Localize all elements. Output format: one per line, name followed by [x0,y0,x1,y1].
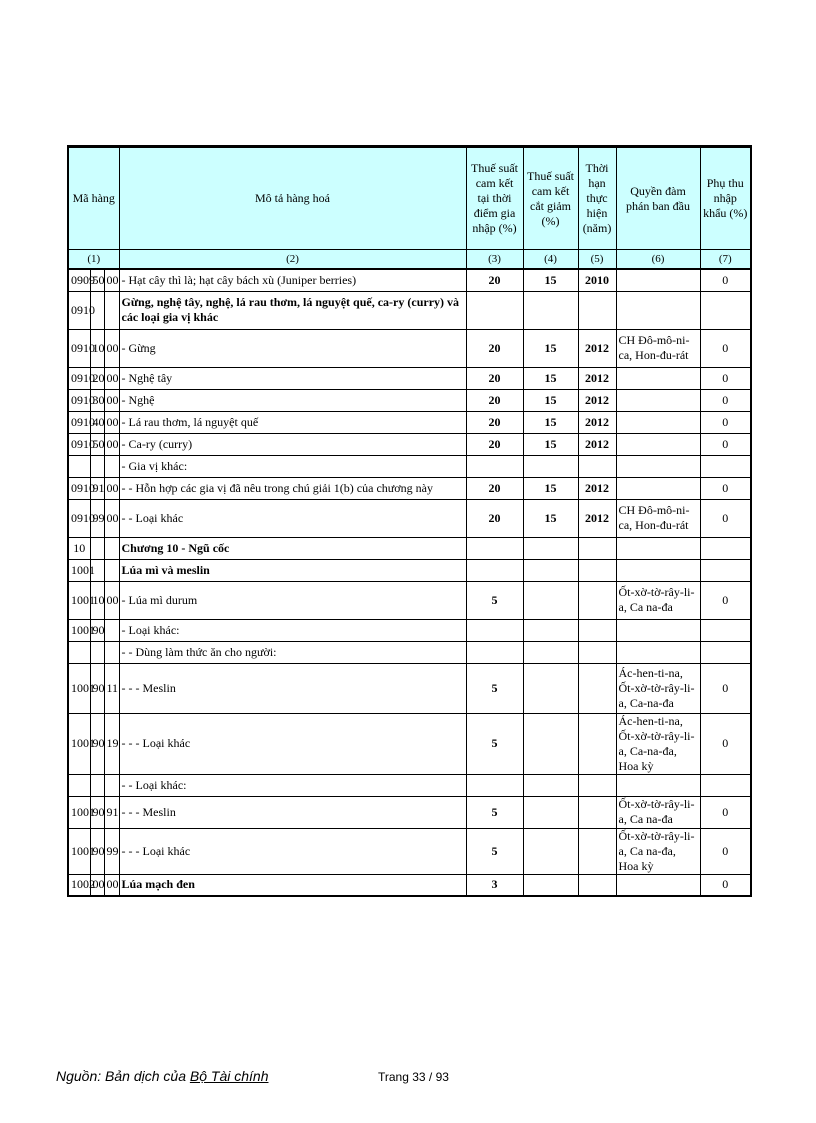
code-part2: 00 [90,874,104,896]
code-part2: 50 [90,433,104,455]
surcharge-cell: 0 [700,477,751,499]
cut-rate-cell [523,828,578,874]
code-part1: 0910 [68,499,90,537]
surcharge-cell: 0 [700,828,751,874]
cut-rate-cell [523,559,578,581]
term-year-cell [578,581,616,619]
code-part3 [104,291,119,329]
code-part2: 50 [90,269,104,291]
rate-cell [466,774,523,796]
code-part1: 0910 [68,433,90,455]
negotiating-rights-cell [616,455,700,477]
negotiating-rights-cell: Ác-hen-ti-na, Ốt-xờ-tờ-rây-li-a, Ca-na-đa [616,663,700,713]
code-part2: 20 [90,367,104,389]
cut-rate-cell [523,663,578,713]
negotiating-rights-cell [616,477,700,499]
negotiating-rights-cell: Ác-hen-ti-na, Ốt-xờ-tờ-rây-li-a, Ca-na-đa, Hoa kỳ [616,713,700,774]
negotiating-rights-cell: Ốt-xờ-tờ-rây-li-a, Ca na-đa [616,796,700,828]
cut-rate-cell: 15 [523,367,578,389]
surcharge-cell [700,559,751,581]
description-cell: - - Hỗn hợp các gia vị đã nêu trong chú giải 1(b) của chương này [119,477,466,499]
code-part1: 1001 [68,581,90,619]
code-part3: 91 [104,796,119,828]
code-part3 [104,455,119,477]
surcharge-cell: 0 [700,581,751,619]
table-row [68,641,751,663]
negotiating-rights-cell [616,559,700,581]
description-cell: - - - Loại khác [119,713,466,774]
description-cell: - Ca-ry (curry) [119,433,466,455]
description-cell: - - - Meslin [119,796,466,828]
code-part2: 30 [90,389,104,411]
code-part2 [90,537,104,559]
table-row [68,559,751,581]
code-part1: 0910 [68,389,90,411]
rate-cell: 20 [466,477,523,499]
table-row [68,433,751,455]
code-part3: 00 [104,499,119,537]
cut-rate-cell [523,796,578,828]
surcharge-cell [700,774,751,796]
column-number: (7) [700,250,751,270]
column-number: (4) [523,250,578,270]
code-part3: 19 [104,713,119,774]
negotiating-rights-cell [616,537,700,559]
surcharge-cell [700,641,751,663]
rate-cell [466,537,523,559]
table-row [68,774,751,796]
code-part1: 0909 [68,269,90,291]
header-ma-hang: Mã hàng [68,147,119,250]
rate-cell: 20 [466,433,523,455]
rate-cell [466,291,523,329]
code-part1: 1001 [68,619,90,641]
description-cell: - Gia vị khác: [119,455,466,477]
rate-cell: 20 [466,411,523,433]
rate-cell: 20 [466,499,523,537]
table-row [68,291,751,329]
negotiating-rights-cell [616,433,700,455]
description-cell: - - Loại khác [119,499,466,537]
cut-rate-cell [523,641,578,663]
surcharge-cell [700,455,751,477]
table-row [68,455,751,477]
rate-cell: 3 [466,874,523,896]
tariff-table [67,145,752,897]
code-part3: 99 [104,828,119,874]
surcharge-cell: 0 [700,663,751,713]
cut-rate-cell [523,455,578,477]
header-col7: Phụ thu nhập khẩu (%) [700,147,751,250]
term-year-cell [578,663,616,713]
code-part3: 00 [104,874,119,896]
code-part1: 1001 [68,663,90,713]
table-row [68,828,751,874]
code-part1: 0910 [68,329,90,367]
table-row [68,477,751,499]
code-part2: 90 [90,713,104,774]
description-cell: - - - Meslin [119,663,466,713]
code-part3: 00 [104,411,119,433]
description-cell: Lúa mì và meslin [119,559,466,581]
table-row [68,537,751,559]
cut-rate-cell: 15 [523,269,578,291]
code-part2: 91 [90,477,104,499]
table-row [68,411,751,433]
description-cell: - Lá rau thơm, lá nguyệt quế [119,411,466,433]
term-year-cell [578,455,616,477]
term-year-cell: 2012 [578,477,616,499]
code-part2 [90,641,104,663]
table-header-row [68,147,751,250]
rate-cell [466,619,523,641]
table-row [68,796,751,828]
term-year-cell: 2012 [578,389,616,411]
negotiating-rights-cell [616,874,700,896]
code-part3 [104,559,119,581]
rate-cell [466,455,523,477]
code-part2: 90 [90,619,104,641]
cut-rate-cell: 15 [523,389,578,411]
rate-cell [466,559,523,581]
header-col6: Quyền đàm phán ban đầu [616,147,700,250]
column-number: (2) [119,250,466,270]
negotiating-rights-cell: CH Đô-mô-ni-ca, Hon-đu-rát [616,499,700,537]
negotiating-rights-cell [616,619,700,641]
code-part1: 1001 [68,828,90,874]
rate-cell: 20 [466,367,523,389]
header-col3: Thuế suất cam kết tại thời điểm gia nhập (%) [466,147,523,250]
surcharge-cell: 0 [700,269,751,291]
negotiating-rights-cell [616,641,700,663]
description-cell: - Nghệ [119,389,466,411]
description-cell: Chương 10 - Ngũ cốc [119,537,466,559]
cut-rate-cell [523,291,578,329]
surcharge-cell [700,619,751,641]
term-year-cell: 2010 [578,269,616,291]
surcharge-cell: 0 [700,329,751,367]
term-year-cell [578,828,616,874]
code-part3 [104,641,119,663]
rate-cell: 5 [466,828,523,874]
term-year-cell [578,619,616,641]
code-part2: 10 [90,329,104,367]
header-col4: Thuế suất cam kết cắt giảm (%) [523,147,578,250]
code-part1: 0910 [68,477,90,499]
surcharge-cell: 0 [700,499,751,537]
description-cell: - Gừng [119,329,466,367]
term-year-cell: 2012 [578,329,616,367]
code-part3: 00 [104,329,119,367]
surcharge-cell [700,291,751,329]
term-year-cell [578,559,616,581]
term-year-cell [578,874,616,896]
column-number-row [68,250,751,270]
rate-cell: 5 [466,713,523,774]
description-cell: Lúa mạch đen [119,874,466,896]
term-year-cell: 2012 [578,433,616,455]
table-row [68,619,751,641]
page-number: Trang 33 / 93 [378,1070,449,1084]
code-part3: 11 [104,663,119,713]
code-part1: 0910 [68,291,90,329]
table-row [68,389,751,411]
code-part3 [104,774,119,796]
surcharge-cell: 0 [700,433,751,455]
code-part1: 1001 [68,796,90,828]
table-row [68,663,751,713]
cut-rate-cell [523,713,578,774]
surcharge-cell: 0 [700,796,751,828]
rate-cell: 20 [466,389,523,411]
rate-cell: 20 [466,269,523,291]
column-number: (6) [616,250,700,270]
code-part3: 00 [104,433,119,455]
negotiating-rights-cell [616,411,700,433]
column-number: (5) [578,250,616,270]
code-part2 [90,774,104,796]
negotiating-rights-cell: Ốt-xờ-tờ-rây-li-a, Ca na-đa [616,581,700,619]
source-prefix: Nguồn: Bản dịch của [56,1068,190,1084]
code-part1: 0910 [68,367,90,389]
negotiating-rights-cell [616,269,700,291]
cut-rate-cell [523,774,578,796]
code-part1: 1002 [68,874,90,896]
negotiating-rights-cell [616,367,700,389]
source-note [56,1068,268,1084]
code-part1: 0910 [68,411,90,433]
cut-rate-cell: 15 [523,433,578,455]
code-part2: 10 [90,581,104,619]
term-year-cell: 2012 [578,499,616,537]
surcharge-cell: 0 [700,713,751,774]
description-cell: - - Loại khác: [119,774,466,796]
description-cell: - - Dùng làm thức ăn cho người: [119,641,466,663]
code-part3: 00 [104,581,119,619]
cut-rate-cell [523,537,578,559]
code-part2: 40 [90,411,104,433]
surcharge-cell: 0 [700,874,751,896]
code-part3: 00 [104,389,119,411]
negotiating-rights-cell [616,389,700,411]
code-part1 [68,641,90,663]
negotiating-rights-cell: CH Đô-mô-ni-ca, Hon-đu-rát [616,329,700,367]
negotiating-rights-cell [616,774,700,796]
term-year-cell [578,774,616,796]
surcharge-cell: 0 [700,411,751,433]
cut-rate-cell: 15 [523,499,578,537]
code-part3: 00 [104,367,119,389]
code-part3 [104,537,119,559]
table-row [68,367,751,389]
column-number: (1) [68,250,119,270]
code-part2: 90 [90,828,104,874]
code-part2: 90 [90,663,104,713]
table-row [68,874,751,896]
cut-rate-cell: 15 [523,477,578,499]
term-year-cell [578,641,616,663]
cut-rate-cell [523,581,578,619]
code-part3: 00 [104,269,119,291]
table-row [68,581,751,619]
rate-cell [466,641,523,663]
code-part3 [104,619,119,641]
code-part1 [68,774,90,796]
description-cell: - Nghệ tây [119,367,466,389]
code-part1 [68,455,90,477]
negotiating-rights-cell: Ốt-xờ-tờ-rây-li-a, Ca na-đa, Hoa kỳ [616,828,700,874]
surcharge-cell: 0 [700,367,751,389]
code-part2: 90 [90,796,104,828]
description-cell: - Lúa mì durum [119,581,466,619]
negotiating-rights-cell [616,291,700,329]
table-body [68,269,751,896]
table-row [68,713,751,774]
cut-rate-cell: 15 [523,329,578,367]
header-col5: Thời hạn thực hiện (năm) [578,147,616,250]
description-cell: - Hạt cây thì là; hạt cây bách xù (Juniper berries) [119,269,466,291]
surcharge-cell [700,537,751,559]
surcharge-cell: 0 [700,389,751,411]
rate-cell: 5 [466,581,523,619]
rate-cell: 5 [466,663,523,713]
description-cell: - - - Loại khác [119,828,466,874]
table-row [68,499,751,537]
code-part2 [90,455,104,477]
term-year-cell [578,713,616,774]
rate-cell: 20 [466,329,523,367]
cut-rate-cell [523,619,578,641]
term-year-cell [578,537,616,559]
term-year-cell [578,291,616,329]
code-part1: 10 [68,537,90,559]
description-cell: - Loại khác: [119,619,466,641]
header-mo-ta: Mô tả hàng hoá [119,147,466,250]
rate-cell: 5 [466,796,523,828]
term-year-cell [578,796,616,828]
term-year-cell: 2012 [578,367,616,389]
table-row [68,329,751,367]
cut-rate-cell [523,874,578,896]
code-part1: 1001 [68,713,90,774]
cut-rate-cell: 15 [523,411,578,433]
column-number: (3) [466,250,523,270]
source-link[interactable]: Bộ Tài chính [189,1068,269,1084]
description-cell: Gừng, nghệ tây, nghệ, lá rau thơm, lá nguyệt quế, ca-ry (curry) và các loại gia vị khác [119,291,466,329]
code-part3: 00 [104,477,119,499]
code-part2: 99 [90,499,104,537]
code-part1: 1001 [68,559,90,581]
table-row [68,269,751,291]
term-year-cell: 2012 [578,411,616,433]
